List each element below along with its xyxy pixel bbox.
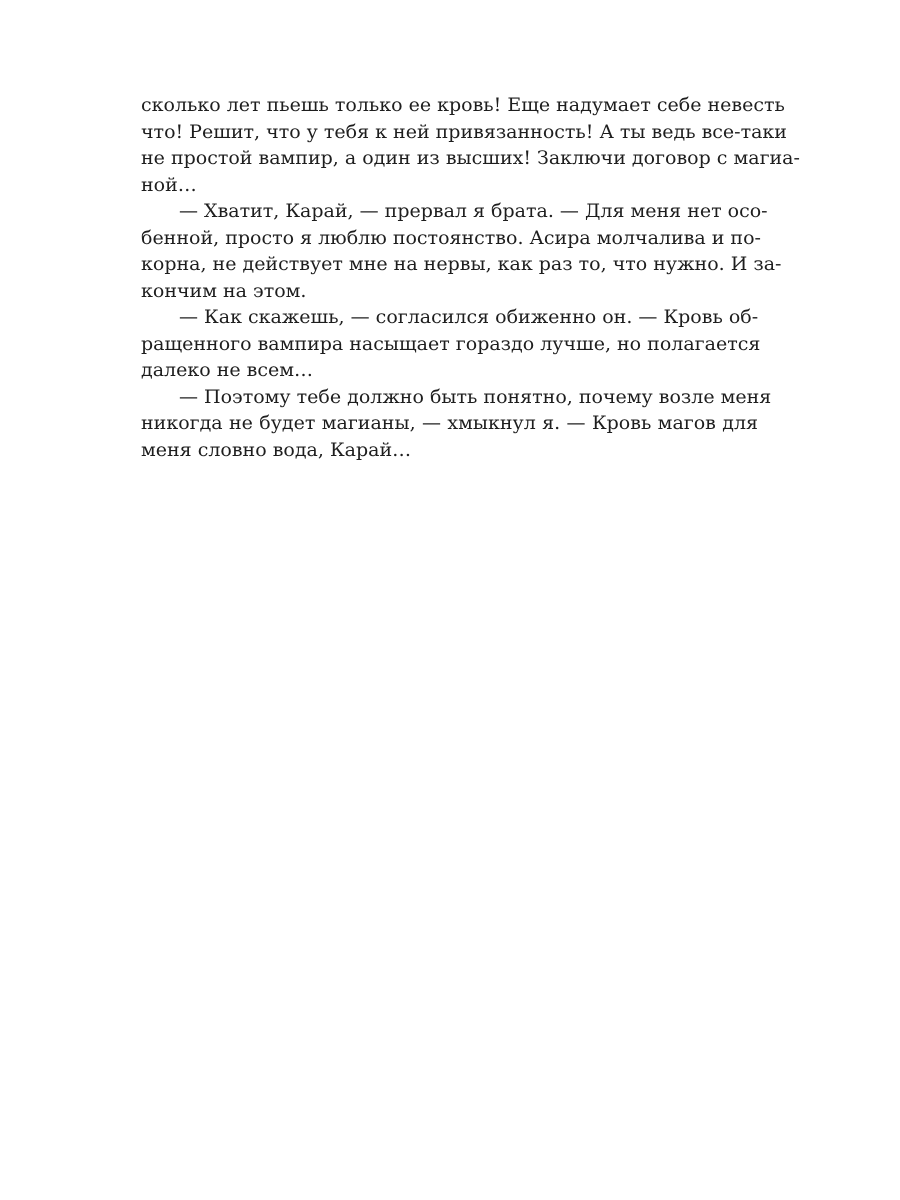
text-line: — Хватит, Карай, — прервал я брата. — Для меня нет осо- [179, 200, 768, 222]
text-line: не простой вампир, а один из высших! Заключи договор с магиа- [141, 147, 800, 169]
paragraph-4 [141, 384, 772, 464]
text-line: меня словно вода, Карай… [141, 438, 412, 461]
text-line: ращенного вампира насыщает гораздо лучше, но полагается [141, 332, 761, 355]
text-line: бенной, просто я люблю постоянство. Асира молчалива и по- [141, 226, 761, 249]
text-line: что! Решит, что у тебя к ней привязанность! А ты ведь все-таки [141, 120, 787, 143]
text-line: далеко не всем… [141, 359, 314, 381]
body-text [141, 92, 800, 463]
text-line: никогда не будет магианы, — хмыкнул я. — Кровь магов для [141, 412, 758, 434]
text-line: ной… [141, 173, 197, 196]
text-line: корна, не действует мне на нервы, как раз то, что нужно. И за- [141, 253, 782, 275]
text-line: — Поэтому тебе должно быть понятно, почему возле меня [179, 385, 772, 408]
text-line: сколько лет пьешь только ее кровь! Еще надумает себе невесть [141, 94, 785, 116]
text-line: кончим на этом. [141, 279, 307, 302]
paragraph-3 [141, 304, 761, 384]
paragraph-1 [141, 92, 800, 198]
text-line: — Как скажешь, — согласился обиженно он. — Кровь об- [179, 306, 759, 328]
paragraph-2 [141, 198, 782, 304]
